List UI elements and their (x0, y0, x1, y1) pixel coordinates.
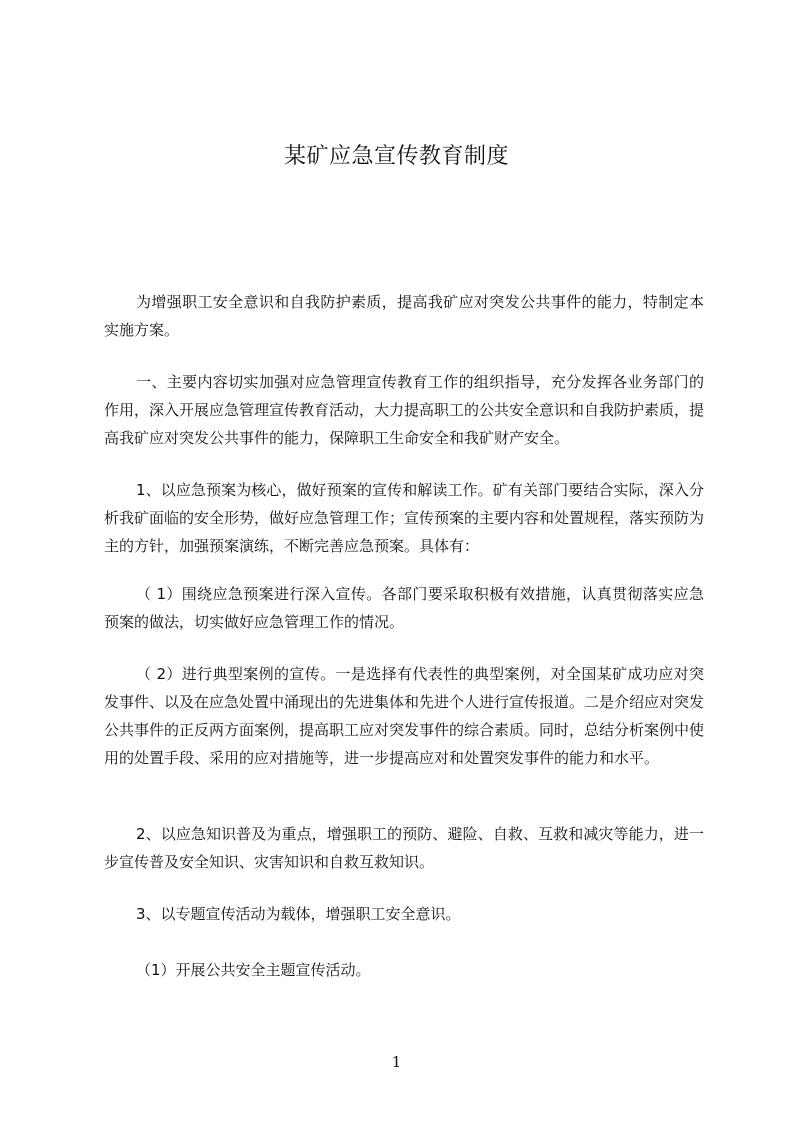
document-title: 某矿应急宣传教育制度 (283, 144, 509, 169)
sub-item-1-paragraph: （ 1）围绕应急预案进行深入宣传。各部门要采取积极有效措施，认真贯彻落实应急预案的做法，切实做好应急管理工作的情况。 (104, 585, 704, 631)
item-3-paragraph: 3、以专题宣传活动为载体，增强职工安全意识。 (136, 905, 461, 923)
section-one-paragraph: 一、主要内容切实加强对应急管理宣传教育工作的组织指导，充分发挥各业务部门的作用，深入开展应急管理宣传教育活动，大力提高职工的公共安全意识和自我防护素质，提高我矿应对突发公共事件的能力，保障职工生命安全和我矿财产安全。 (104, 373, 705, 447)
item-2-paragraph: 2、以应急知识普及为重点，增强职工的预防、避险、自救、互救和减灾等能力，进一步宣传普及安全知识、灾害知识和自救互救知识。 (104, 825, 704, 871)
sub-item-2-paragraph: （ 2）进行典型案例的宣传。一是选择有代表性的典型案例，对全国某矿成功应对突发事件、以及在应急处置中涌现出的先进集体和先进个人进行宣传报道。二是介绍应对突发公共事件的正反两方面案例，提高职工应对突发事件的综合素质。同时，总结分析案例中使用的处置手段、采用的应对措施等，进一步提高应对和处置突发事件的能力和水平。 (104, 665, 705, 767)
page-number: 1 (391, 1053, 402, 1071)
item-1-paragraph: 1、以应急预案为核心，做好预案的宣传和解读工作。矿有关部门要结合实际，深入分析我矿面临的安全形势，做好应急管理工作；宣传预案的主要内容和处置规程，落实预防为主的方针，加强预案演练，不断完善应急预案。具体有： (104, 481, 705, 555)
intro-paragraph: 为增强职工安全意识和自我防护素质，提高我矿应对突发公共事件的能力，特制定本实施方案。 (104, 293, 704, 339)
sub-item-3-1-paragraph: （1）开展公共安全主题宣传活动。 (136, 961, 371, 979)
